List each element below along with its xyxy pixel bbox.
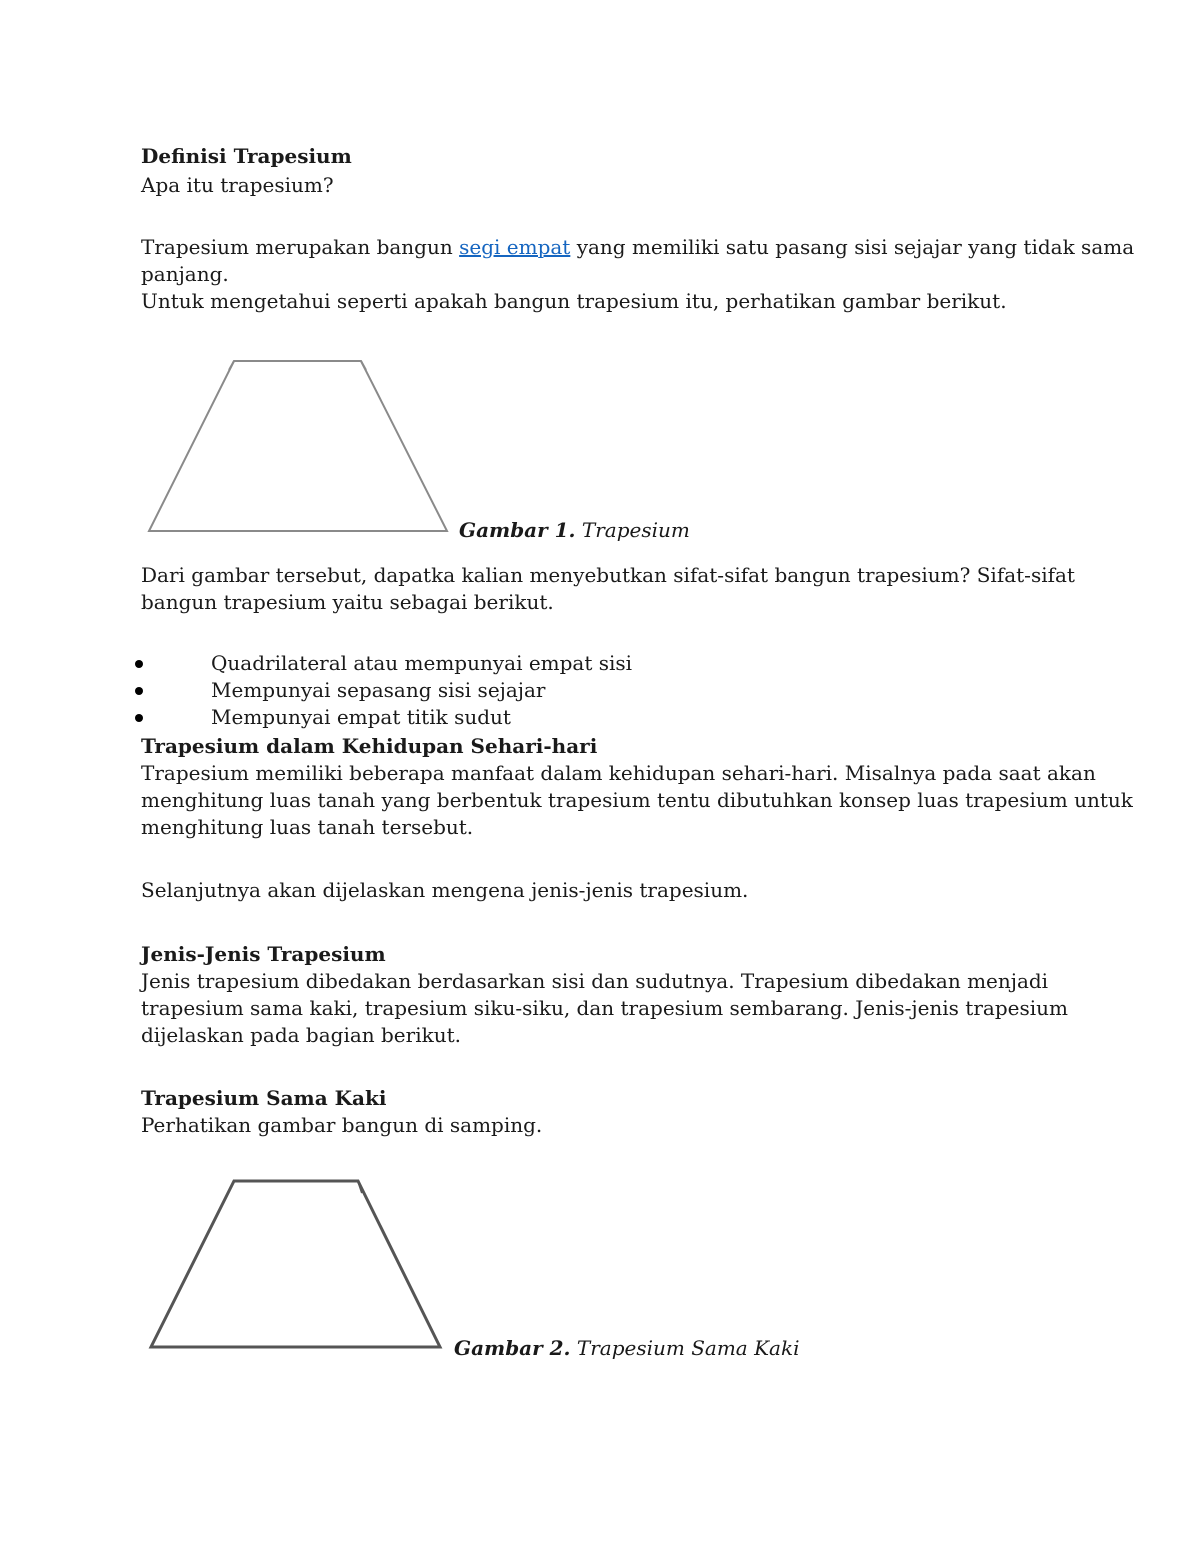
list-item: [131, 704, 632, 731]
trapezoid-2-shape: [151, 1181, 440, 1347]
kehidupan-line-1: Trapesium memiliki beberapa manfaat dalam kehidupan sehari-hari. Misalnya pada saat akan: [141, 761, 1096, 785]
trapezoid-1-edge-mark: [229, 361, 234, 370]
properties-intro-line-2: bangun trapesium yaitu sebagai berikut.: [141, 590, 554, 614]
kehidupan-paragraph: [141, 760, 1133, 841]
bullet-icon: [135, 687, 143, 695]
sama-kaki-text: Perhatikan gambar bangun di samping.: [141, 1113, 543, 1137]
bullet-icon: [135, 660, 143, 668]
figure-1-caption-text: Trapesium: [575, 518, 690, 542]
jenis-line-2: trapesium sama kaki, trapesium siku-siku, dan trapesium sembarang. Jenis-jenis trapesium: [141, 996, 1068, 1020]
figure-2-caption-text: Trapesium Sama Kaki: [570, 1336, 800, 1360]
question-text: Apa itu trapesium?: [141, 173, 334, 197]
definition-line-1: [141, 234, 1135, 261]
definition-paragraph: [141, 234, 1135, 315]
properties-list: [131, 650, 632, 731]
definition-line-2: panjang.: [141, 262, 229, 286]
list-item: [131, 677, 632, 704]
heading-kehidupan: Trapesium dalam Kehidupan Sehari-hari: [141, 734, 598, 758]
properties-intro-line-1: Dari gambar tersebut, dapatka kalian menyebutkan sifat-sifat bangun trapesium? Sifat-sifat: [141, 563, 1075, 587]
figure-1-caption-label: Gambar 1.: [459, 518, 576, 542]
segi-empat-link[interactable]: segi empat: [459, 235, 571, 259]
properties-intro: [141, 562, 1075, 616]
jenis-paragraph: [141, 968, 1071, 1049]
definition-text-end: yang memiliki satu pasang sisi sejajar yang tidak sama: [570, 235, 1135, 259]
list-item-text: Mempunyai empat titik sudut: [211, 705, 511, 729]
trapezoid-figure-2: [146, 1177, 446, 1357]
figure-1-caption: [459, 518, 690, 542]
heading-jenis: Jenis-Jenis Trapesium: [141, 942, 386, 966]
list-item-text: Quadrilateral atau mempunyai empat sisi: [211, 651, 633, 675]
next-section-text: Selanjutnya akan dijelaskan mengena jenis-jenis trapesium.: [141, 878, 749, 902]
jenis-line-3: dijelaskan pada bagian berikut.: [141, 1023, 461, 1047]
trapezoid-1-shape: [149, 361, 447, 531]
kehidupan-line-2: menghitung luas tanah yang berbentuk trapesium tentu dibutuhkan konsep luas trapesium untuk: [141, 788, 1133, 812]
figure-2-caption: [454, 1336, 799, 1360]
figure-2-caption-label: Gambar 2.: [454, 1336, 571, 1360]
heading-sama-kaki: Trapesium Sama Kaki: [141, 1086, 387, 1110]
list-item: [131, 650, 632, 677]
list-item-text: Mempunyai sepasang sisi sejajar: [211, 678, 546, 702]
definition-text-start: Trapesium merupakan bangun: [141, 235, 460, 259]
trapezoid-figure-1: [145, 356, 455, 536]
definition-line-3: Untuk mengetahui seperti apakah bangun trapesium itu, perhatikan gambar berikut.: [141, 289, 1007, 313]
kehidupan-line-3: menghitung luas tanah tersebut.: [141, 815, 474, 839]
heading-definisi: Definisi Trapesium: [141, 144, 352, 168]
trapezoid-1-edge-mark: [361, 361, 366, 370]
jenis-line-1: Jenis trapesium dibedakan berdasarkan sisi dan sudutnya. Trapesium dibedakan menjadi: [141, 969, 1049, 993]
bullet-icon: [135, 714, 143, 722]
